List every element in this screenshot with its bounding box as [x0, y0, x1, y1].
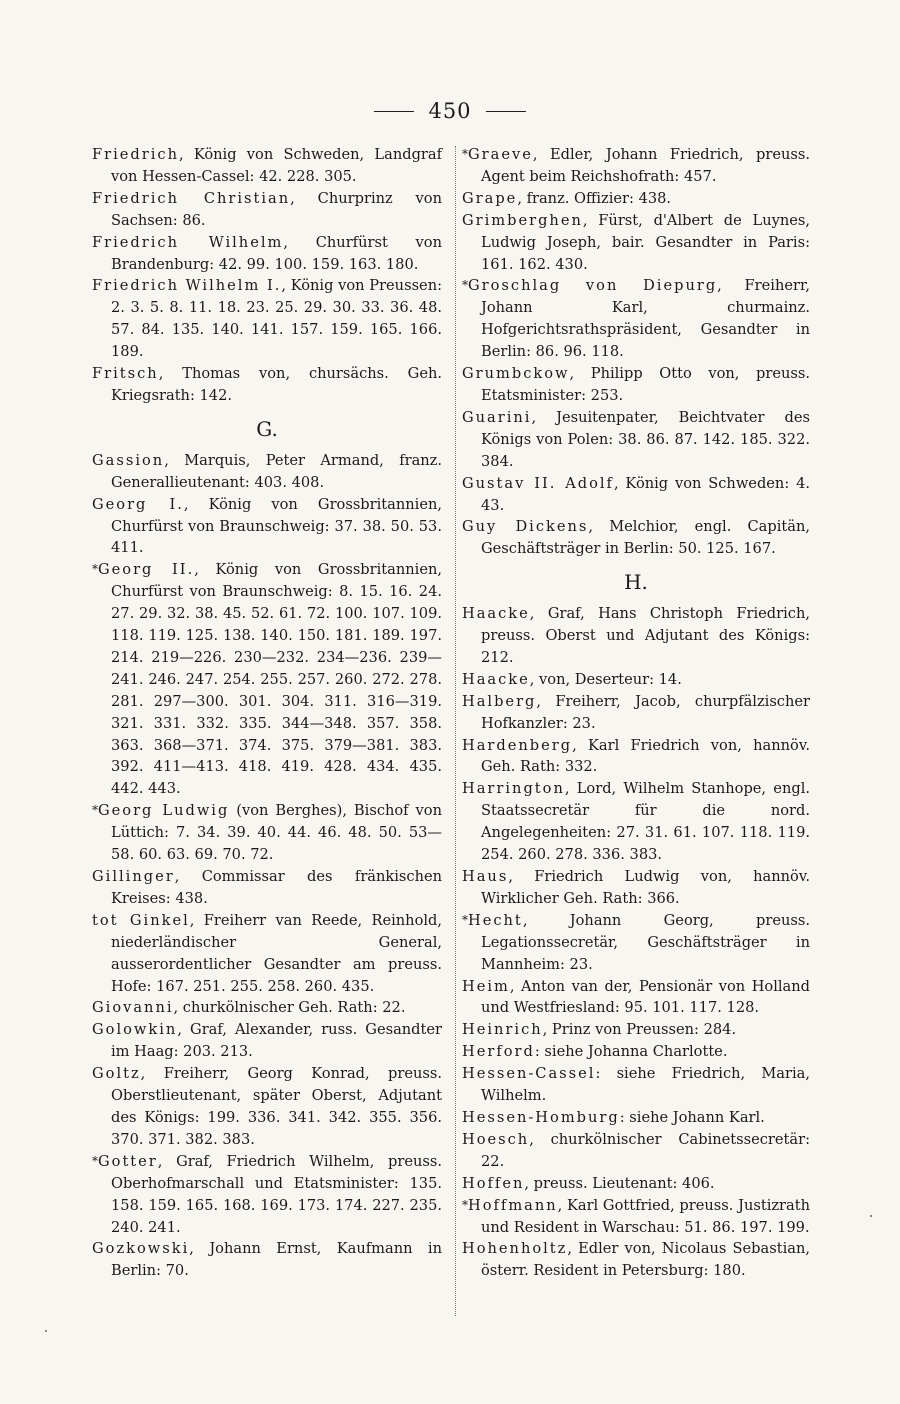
index-entry — [462, 910, 810, 976]
index-entry — [92, 997, 442, 1019]
index-entry — [462, 210, 810, 276]
index-entry — [92, 1063, 442, 1151]
index-entry — [92, 1019, 442, 1063]
entry-name: Grimberghen — [462, 211, 583, 229]
section-letter: H. — [624, 570, 648, 595]
index-entry — [92, 494, 442, 560]
entry-name: Georg Ludwig — [98, 802, 230, 820]
entry-name: Hessen-Homburg — [462, 1108, 620, 1126]
entry-name: Gustav II. Adolf — [462, 474, 614, 492]
index-entry — [462, 778, 810, 866]
entry-name: Grumbckow — [462, 365, 570, 383]
entry-text: , preuss. Lieutenant: 406. — [524, 1174, 715, 1192]
entry-text: , Philipp Otto von, preuss. Etatsminister: 253. — [481, 365, 810, 404]
index-entry — [92, 559, 442, 800]
entry-name: Guy Dickens — [462, 518, 589, 536]
header-dash-left — [374, 111, 414, 112]
header-dash-right — [486, 111, 526, 112]
entry-text: , König von Grossbritannien, Churfürst von Braunschweig: 37. 38. 50. 53. 411. — [111, 495, 442, 557]
entry-name: Groschlag von Diepurg — [468, 277, 718, 295]
entry-name: Haacke — [462, 670, 530, 688]
entry-name: Friedrich — [92, 146, 179, 163]
entry-text: , Melchior, engl. Capitän, Geschäftsträger in Berlin: 50. 125. 167. — [481, 518, 810, 558]
index-entry — [92, 910, 442, 998]
entry-text: , Marquis, Peter Armand, franz. Generallieutenant: 403. 408. — [111, 451, 442, 491]
entry-name: Hessen-Cassel — [462, 1065, 596, 1083]
entry-name: Hecht — [468, 911, 523, 929]
page-number: 450 — [428, 99, 472, 123]
asterisk-marker: * — [92, 1153, 98, 1168]
entry-name: Hoffmann — [468, 1196, 558, 1214]
entry-name: Heinrich — [462, 1021, 543, 1039]
index-entry — [462, 144, 810, 188]
index-entry — [92, 363, 442, 407]
entry-name: Georg II. — [98, 561, 195, 579]
asterisk-marker: * — [92, 803, 98, 818]
entry-text: , Thomas von, chursächs. Geh. Kriegsrath: 142. — [111, 365, 442, 404]
entry-text: , Commissar des fränkischen Kreises: 438. — [111, 868, 442, 907]
index-entry — [462, 1107, 810, 1129]
entry-name: Harrington — [462, 780, 565, 798]
entry-text: , churkölnischer Geh. Rath: 22. — [173, 999, 406, 1017]
entry-text: , Edler, Johann Friedrich, preuss. Agent beim Reichshofrath: 457. — [481, 146, 810, 185]
index-entry — [462, 1195, 810, 1239]
index-entry — [462, 407, 810, 473]
index-entry — [462, 669, 810, 691]
entry-text: , Karl Friedrich von, hannöv. Geh. Rath: 332. — [481, 736, 810, 776]
entry-name: Goltz — [92, 1065, 141, 1083]
entry-name: Heim — [462, 977, 510, 995]
entry-name: Grape — [462, 189, 518, 207]
entry-name: Golowkin — [92, 1021, 178, 1039]
index-entry — [462, 1238, 810, 1282]
entry-name: Hoesch — [462, 1130, 530, 1148]
right-column — [462, 144, 810, 1282]
entry-text: : siehe Johanna Charlotte. — [534, 1043, 728, 1061]
index-entry — [462, 1173, 810, 1195]
entry-text: , Fürst, d'Albert de Luynes, Ludwig Joseph, bair. Gesandter in Paris: 161. 162. 430. — [481, 211, 810, 273]
entry-name: Giovanni — [92, 999, 174, 1017]
entry-name: Friedrich Christian — [92, 189, 291, 207]
entry-text: (von Berghes), Bischof von Lüttich: 7. 34. 39. 40. 44. 46. 48. 50. 53—58. 60. 63. 69. 70. 72. — [111, 802, 442, 864]
asterisk-marker: * — [462, 1197, 468, 1212]
index-entry — [462, 1129, 810, 1173]
entry-name: Fritsch — [92, 365, 159, 383]
asterisk-marker: * — [462, 278, 468, 293]
entry-text: , Churprinz von Sachsen: 86. — [111, 189, 442, 229]
index-entry — [92, 450, 442, 494]
entry-name: Friedrich Wilhelm I. — [92, 277, 282, 295]
index-entry — [92, 1238, 442, 1282]
index-entry — [92, 188, 442, 232]
index-entry — [92, 800, 442, 866]
entry-text: , Graf, Alexander, russ. Gesandter im Haag: 203. 213. — [111, 1021, 442, 1061]
entry-text: , Anton van der, Pensionär von Holland und Westfriesland: 95. 101. 117. 128. — [481, 977, 810, 1017]
entry-name: Graeve — [468, 146, 533, 163]
entry-name: Herford — [462, 1043, 535, 1061]
index-entry — [92, 1151, 442, 1239]
index-entry — [462, 1019, 810, 1041]
entry-name: Gozkowski — [92, 1240, 190, 1258]
index-entry — [462, 691, 810, 735]
entry-name: Hoffen — [462, 1174, 525, 1192]
entry-text: : siehe Johann Karl. — [619, 1108, 765, 1126]
entry-text: , Freiherr, Georg Konrad, preuss. Oberstlieutenant, später Oberst, Adjutant des Königs: 199. 336. 341. 342. 355. 356. 370. 371. 382. 383. — [111, 1065, 442, 1148]
entry-text: , Karl Gottfried, preuss. Justizrath und Resident in Warschau: 51. 86. 197. 199. — [481, 1196, 810, 1236]
asterisk-marker: * — [92, 562, 98, 577]
index-entry — [462, 1063, 810, 1107]
paper-speck — [870, 1215, 872, 1217]
entry-text: , Freiherr, Johann Karl, churmainz. Hofgerichtsrathspräsident, Gesandter in Berlin: 86. 96. 118. — [481, 277, 810, 361]
entry-text: , Churfürst von Brandenburg: 42. 99. 100. 159. 163. 180. — [111, 233, 442, 273]
entry-text: , Jesuitenpater, Beichtvater des Königs von Polen: 38. 86. 87. 142. 185. 322. 384. — [481, 408, 810, 470]
entry-name: Hohenholtz — [462, 1240, 568, 1258]
entry-name: tot Ginkel — [92, 911, 190, 929]
left-column — [92, 144, 442, 1282]
entry-text: , Graf, Hans Christoph Friedrich, preuss. Oberst und Adjutant des Königs: 212. — [481, 605, 810, 666]
entry-text: , Edler von, Nicolaus Sebastian, österr. Resident in Petersburg: 180. — [481, 1240, 810, 1280]
entry-text: , Johann Ernst, Kaufmann in Berlin: 70. — [111, 1240, 442, 1280]
entry-text: , franz. Offizier: 438. — [517, 189, 672, 207]
asterisk-marker: * — [462, 912, 468, 927]
entry-name: Guarini — [462, 408, 532, 426]
index-entry — [92, 144, 442, 188]
index-entry — [462, 735, 810, 779]
index-entry — [462, 976, 810, 1020]
index-entry — [92, 232, 442, 276]
entry-name: Gassion — [92, 451, 165, 469]
index-entry — [92, 866, 442, 910]
entry-text: , Prinz von Preussen: 284. — [542, 1021, 737, 1039]
entry-name: Friedrich Wilhelm — [92, 233, 284, 251]
index-entry — [462, 603, 810, 669]
entry-text: , König von Preussen: 2. 3. 5. 8. 11. 18. 23. 25. 29. 30. 33. 36. 48. 57. 84. 135. 140. 141. 157. 159. 165. 166. 189. — [111, 277, 443, 361]
entry-name: Georg I. — [92, 495, 184, 513]
entry-text: , Lord, Wilhelm Stanhope, engl. Staatssecretär für die nord. Angelegenheiten: 27. 31. 61. 107. 118. 119. 254. 260. 278. 336. 383. — [481, 780, 810, 864]
index-entry — [462, 188, 810, 210]
column-separator — [455, 146, 456, 1316]
index-entry — [462, 275, 810, 363]
index-entry — [462, 516, 810, 560]
entry-text: , Freiherr, Jacob, churpfälzischer Hofkanzler: 23. — [481, 692, 810, 732]
entry-text: , Johann Georg, preuss. Legationssecretär, Geschäftsträger in Mannheim: 23. — [481, 911, 810, 973]
entry-name: Gillinger — [92, 868, 175, 885]
entry-text: , churkölnischer Cabinetssecretär: 22. — [481, 1130, 810, 1170]
section-letter: G. — [256, 416, 278, 441]
entry-text: : siehe Friedrich, Maria, Wilhelm. — [481, 1065, 810, 1105]
entry-text: , von, Deserteur: 14. — [529, 670, 682, 688]
index-entry — [462, 1041, 810, 1063]
entry-name: Gotter — [98, 1152, 158, 1170]
entry-text: , König von Schweden, Landgraf von Hessen-Cassel: 42. 228. 305. — [111, 146, 442, 185]
entry-text: , Friedrich Ludwig von, hannöv. Wirklicher Geh. Rath: 366. — [481, 868, 810, 907]
entry-text: , König von Grossbritannien, Churfürst von Braunschweig: 8. 15. 16. 24. 27. 29. 32. 38. 45. 52. 61. 72. 100. 107. 109. 118. 119. 125. 138. 140. 150. 181. 189. 197. 214. 219—226. 230—232. 234—236. 239—241. 246. 247. 254. 255. 257. 260. 272. 278. 281. 297—300. 301. 304. 311. 316—319. 321. 331. 332. 335. 344—348. 357. 358. 363. 368—371. 374. 375. 379—381. 383. 392. 411—413. 418. 419. 428. 434. 435. 442. 443. — [111, 561, 442, 798]
entry-name: Haacke — [462, 605, 530, 623]
index-entry — [462, 363, 810, 407]
entry-text: , Freiherr van Reede, Reinhold, niederländischer General, ausserordentlicher Gesandter am preuss. Hofe: 167. 251. 255. 258. 260. 435. — [111, 911, 443, 995]
index-entry — [462, 473, 810, 517]
asterisk-marker: * — [462, 147, 468, 161]
page-header — [0, 96, 900, 126]
index-entry — [92, 275, 442, 363]
entry-name: Haus — [462, 868, 509, 885]
index-entry — [462, 866, 810, 910]
entry-name: Hardenberg — [462, 736, 573, 754]
paper-speck — [45, 1330, 47, 1332]
entry-text: , Graf, Friedrich Wilhelm, preuss. Oberhofmarschall und Etatsminister: 135. 158. 159. 165. 168. 169. 173. 174. 227. 235. 240. 241. — [111, 1152, 442, 1236]
entry-name: Halberg — [462, 692, 537, 710]
entry-text: , König von Schweden: 4. 43. — [481, 474, 811, 514]
